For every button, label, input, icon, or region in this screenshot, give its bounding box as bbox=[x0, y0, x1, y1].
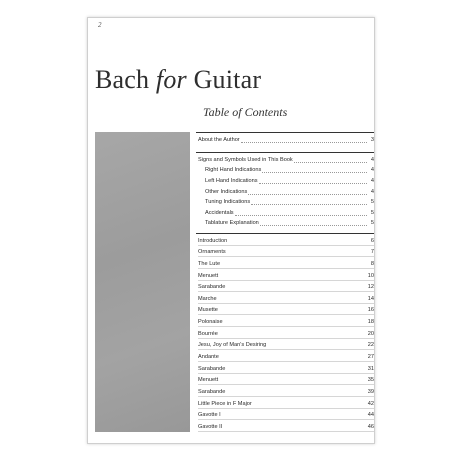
toc-leader-dots bbox=[219, 382, 367, 383]
toc-entry bbox=[198, 246, 374, 258]
toc-section-about bbox=[198, 133, 374, 144]
toc-entry-page: 35 bbox=[367, 377, 374, 384]
toc-entry bbox=[198, 292, 374, 304]
toc-entry-title: Ornaments bbox=[198, 249, 226, 256]
toc-leader-dots bbox=[220, 359, 367, 360]
toc-entry bbox=[198, 374, 374, 386]
toc-entry bbox=[198, 304, 374, 316]
toc-entry bbox=[198, 196, 374, 207]
book-title bbox=[95, 65, 261, 95]
toc-leader-dots bbox=[218, 301, 367, 302]
toc-entry-title: Left Hand Indications bbox=[205, 177, 258, 184]
toc-leader-dots bbox=[219, 312, 367, 313]
toc-entry-page: 10 bbox=[367, 272, 374, 279]
toc-leader-dots bbox=[221, 266, 367, 267]
toc-leader-dots bbox=[219, 278, 367, 279]
toc-entry-title: Signs and Symbols Used in This Book bbox=[198, 156, 293, 163]
title-part-for: for bbox=[155, 65, 187, 94]
toc-entry bbox=[198, 206, 374, 217]
toc-entry-title: Tuning Indications bbox=[205, 199, 251, 206]
toc-entry-title: Menuett bbox=[198, 272, 219, 279]
title-part-guitar: Guitar bbox=[186, 65, 262, 94]
toc-entry-title: Jesu, Joy of Man's Desiring bbox=[198, 342, 267, 349]
toc-entry bbox=[198, 409, 374, 421]
toc-entry bbox=[198, 185, 374, 196]
toc-leader-dots bbox=[227, 254, 367, 255]
toc-entry bbox=[198, 174, 374, 185]
toc-entry-page: 4 bbox=[370, 167, 374, 174]
toc-entry bbox=[198, 420, 374, 432]
toc-leader-dots bbox=[235, 214, 367, 216]
toc-entry bbox=[198, 164, 374, 175]
toc-entry-title: Gavotte I bbox=[198, 412, 221, 419]
toc-entry-page: 5 bbox=[370, 199, 374, 206]
toc-entry-title: Bourrée bbox=[198, 330, 218, 337]
toc-leader-dots bbox=[267, 347, 367, 348]
toc-entry-title: Sarabande bbox=[198, 284, 226, 291]
toc-entry bbox=[198, 350, 374, 362]
toc-leader-dots bbox=[260, 224, 367, 226]
toc-entry-page: 3 bbox=[370, 136, 374, 143]
toc-entry-page: 44 bbox=[367, 412, 374, 419]
toc-entry bbox=[198, 327, 374, 339]
toc-entry bbox=[198, 281, 374, 293]
toc-entry-page: 18 bbox=[367, 319, 374, 326]
toc-entry-page: 4 bbox=[370, 177, 374, 184]
toc-leader-dots bbox=[224, 324, 367, 325]
toc-entry-page: 16 bbox=[367, 307, 374, 314]
toc-entry-title: Musette bbox=[198, 307, 218, 314]
toc-entry-title: Gavotte II bbox=[198, 423, 223, 430]
toc-entry-page: 22 bbox=[367, 342, 374, 349]
decorative-gray-panel bbox=[95, 132, 190, 432]
toc-heading: Table of Contents bbox=[203, 105, 288, 119]
toc-entry-title: Marche bbox=[198, 295, 217, 302]
toc-entry bbox=[198, 362, 374, 374]
toc-entry bbox=[198, 217, 374, 228]
toc-leader-dots bbox=[253, 406, 367, 407]
toc-entry bbox=[198, 133, 374, 144]
toc-entry-title: Sarabande bbox=[198, 388, 226, 395]
toc-section-pieces bbox=[198, 234, 374, 432]
toc-entry-page: 6 bbox=[370, 237, 374, 244]
toc-leader-dots bbox=[219, 336, 367, 337]
toc-section-signs bbox=[198, 153, 374, 227]
toc-entry-page: 42 bbox=[367, 400, 374, 407]
toc-entry-title: Introduction bbox=[198, 237, 228, 244]
toc-entry bbox=[198, 397, 374, 409]
toc-leader-dots bbox=[248, 193, 367, 195]
toc-entry-title: Sarabande bbox=[198, 365, 226, 372]
toc-leader-dots bbox=[241, 141, 367, 143]
toc-entry-page: 31 bbox=[367, 365, 374, 372]
toc-entry-page: 7 bbox=[370, 249, 374, 256]
toc-leader-dots bbox=[226, 289, 366, 290]
toc-entry-page: 4 bbox=[370, 156, 374, 163]
toc-entry-page: 27 bbox=[367, 354, 374, 361]
toc-entry bbox=[198, 315, 374, 327]
toc-entry-title: Polonaise bbox=[198, 319, 223, 326]
toc-leader-dots bbox=[262, 171, 367, 173]
toc-entry-page: 8 bbox=[370, 260, 374, 267]
toc-entry-page: 20 bbox=[367, 330, 374, 337]
toc-entry-title: Right Hand Indications bbox=[205, 167, 262, 174]
page-number: 2 bbox=[98, 21, 102, 29]
toc-entry-title: Tablature Explanation bbox=[205, 220, 259, 227]
toc-entry-page: 39 bbox=[367, 388, 374, 395]
toc-entry-page: 46 bbox=[367, 423, 374, 430]
toc-entry bbox=[198, 339, 374, 351]
toc-leader-dots bbox=[251, 203, 367, 205]
toc-entry-title: About the Author bbox=[198, 136, 240, 143]
toc-leader-dots bbox=[222, 417, 367, 418]
toc-entry-title: The Lute bbox=[198, 260, 221, 267]
toc-entry-page: 5 bbox=[370, 220, 374, 227]
toc-entry bbox=[198, 269, 374, 281]
toc-leader-dots bbox=[294, 161, 367, 163]
toc-leader-dots bbox=[223, 429, 367, 430]
toc-leader-dots bbox=[259, 182, 367, 184]
toc-entry-title: Accidentals bbox=[205, 209, 234, 216]
toc-leader-dots bbox=[226, 394, 366, 395]
toc-entry-title: Andante bbox=[198, 354, 219, 361]
toc-entry bbox=[198, 385, 374, 397]
toc-entry-page: 4 bbox=[370, 188, 374, 195]
toc-entry-title: Other Indications bbox=[205, 188, 248, 195]
toc-entry bbox=[198, 257, 374, 269]
toc-entry-page: 5 bbox=[370, 209, 374, 216]
title-part-bach: Bach bbox=[95, 65, 156, 94]
toc-leader-dots bbox=[226, 371, 366, 372]
toc-entry-title: Menuett bbox=[198, 377, 219, 384]
toc-entry bbox=[198, 234, 374, 246]
toc-entry-page: 12 bbox=[367, 284, 374, 291]
toc-entry-page: 14 bbox=[367, 295, 374, 302]
toc-entry bbox=[198, 153, 374, 164]
toc-leader-dots bbox=[228, 243, 367, 244]
toc-entry-title: Little Piece in F Major bbox=[198, 400, 252, 407]
